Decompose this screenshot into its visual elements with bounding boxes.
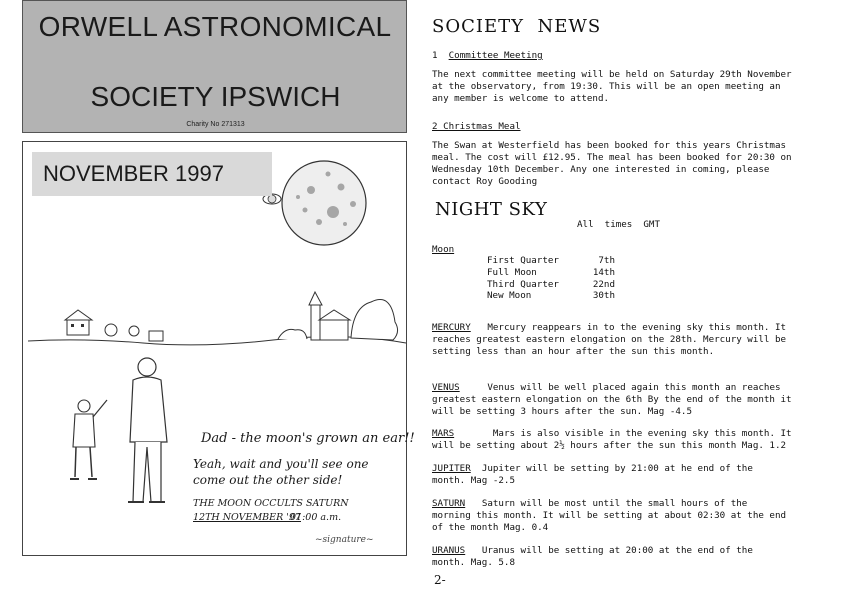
issue-date: NOVEMBER 1997 <box>43 161 224 186</box>
caption-event-date: 12TH NOVEMBER '97 <box>193 512 301 523</box>
planet-text: will be setting 3 hours after the sun. Mag -4.5 <box>432 406 692 417</box>
planet-uranus <box>432 545 753 557</box>
planet-text: month. Mag -2.5 <box>432 475 515 486</box>
moon-phase-name: First Quarter <box>487 255 559 266</box>
planet-jupiter <box>432 463 753 475</box>
charity-number: Charity No 271313 <box>186 121 245 128</box>
cover-page <box>22 0 415 583</box>
planet-text: morning this month. It will be setting at about 02:30 at the end <box>432 510 787 521</box>
news-item-1-text: at the observatory, from 19:30. This will be an open meeting an <box>432 81 781 92</box>
caption-event-time: 01:00 a.m. <box>290 512 342 523</box>
caption-dad-line2: come out the other side! <box>193 473 343 487</box>
cartoon-drawing <box>23 142 408 557</box>
caption-event: THE MOON OCCULTS SATURN <box>193 498 349 509</box>
planet-text: setting less than an hour after the sun this month. <box>432 346 715 357</box>
planet-text: Mercury reappears in to the evening sky this month. It <box>487 322 787 333</box>
news-item-1-text: any member is welcome to attend. <box>432 93 610 104</box>
news-item-1-number: 1 <box>432 50 438 61</box>
moon-phase-date: 7th <box>598 255 615 266</box>
news-item-1-heading: Committee Meeting <box>448 50 543 61</box>
planet-name: SATURN <box>432 498 466 509</box>
news-item-2-text: Wednesday 10th December. Any one interested in coming, please <box>432 164 770 175</box>
times-note: All times GMT <box>577 219 660 230</box>
society-news-heading: SOCIETY NEWS <box>432 16 602 37</box>
moon-phase-date: 14th <box>592 267 615 278</box>
planet-text: greatest eastern elongation on the 6th By the end of the month it <box>432 394 792 405</box>
caption-boy: Dad - the moon's grown an ear!! <box>201 431 415 446</box>
moon-heading: Moon <box>432 244 455 255</box>
planet-text: Venus will be well placed again this month an reaches <box>487 382 781 393</box>
moon-phase-date: 22nd <box>592 279 615 290</box>
news-item-2-text: The Swan at Westerfield has been booked for this years Christmas <box>432 140 787 151</box>
planet-name: MERCURY <box>432 322 471 333</box>
news-item-2-text: contact Roy Gooding <box>432 176 538 187</box>
news-item-2-text: meal. The cost will £12.95. The meal has been booked for 20:30 on <box>432 152 792 163</box>
planet-name: MARS <box>432 428 455 439</box>
planet-name: VENUS <box>432 382 460 393</box>
newsletter-page <box>432 0 832 595</box>
planet-venus <box>432 382 781 394</box>
moon-phase-row <box>487 255 615 266</box>
moon-phase-row <box>487 267 615 278</box>
moon-phase-date: 30th <box>592 290 615 301</box>
moon-phase-name: New Moon <box>487 290 532 301</box>
caption-dad-line1: Yeah, wait and you'll see one <box>193 457 369 471</box>
planet-text: Saturn will be most until the small hours of the <box>481 498 748 509</box>
cover-illustration <box>22 141 415 556</box>
planet-text: of the month Mag. 0.4 <box>432 522 549 533</box>
planet-text: Jupiter will be setting by 21:00 at he end of the <box>481 463 753 474</box>
masthead <box>22 0 407 133</box>
night-sky-heading: NIGHT SKY <box>435 199 548 220</box>
page-number: 2- <box>434 573 446 587</box>
news-item-2-heading: 2 Christmas Meal <box>432 121 521 132</box>
planet-name: URANUS <box>432 545 466 556</box>
moon-phase-name: Third Quarter <box>487 279 559 290</box>
news-item-1-text: The next committee meeting will be held on Saturday 29th November <box>432 69 792 80</box>
planet-mercury <box>432 322 786 334</box>
planet-text: reaches greatest eastern elongation on the 28th. Mercury will be <box>432 334 787 345</box>
artist-signature-icon: ~signature~ <box>315 535 374 545</box>
planet-text: Uranus will be setting at 20:00 at the end of the <box>481 545 753 556</box>
planet-mars <box>432 428 792 440</box>
news-item-1-title <box>432 50 543 62</box>
moon-phase-row <box>487 290 615 301</box>
planet-text: month. Mag. 5.8 <box>432 557 515 568</box>
society-title-line1: ORWELL ASTRONOMICAL <box>38 11 392 42</box>
moon-phase-name: Full Moon <box>487 267 537 278</box>
planet-text: will be setting about 2½ hours after the sun this month Mag. 1.2 <box>432 440 787 451</box>
planet-text: Mars is also visible in the evening sky this month. It <box>492 428 792 439</box>
planet-name: JUPITER <box>432 463 471 474</box>
society-title-line2: SOCIETY IPSWICH <box>90 81 341 112</box>
planet-saturn <box>432 498 747 510</box>
moon-phase-row <box>487 279 615 290</box>
